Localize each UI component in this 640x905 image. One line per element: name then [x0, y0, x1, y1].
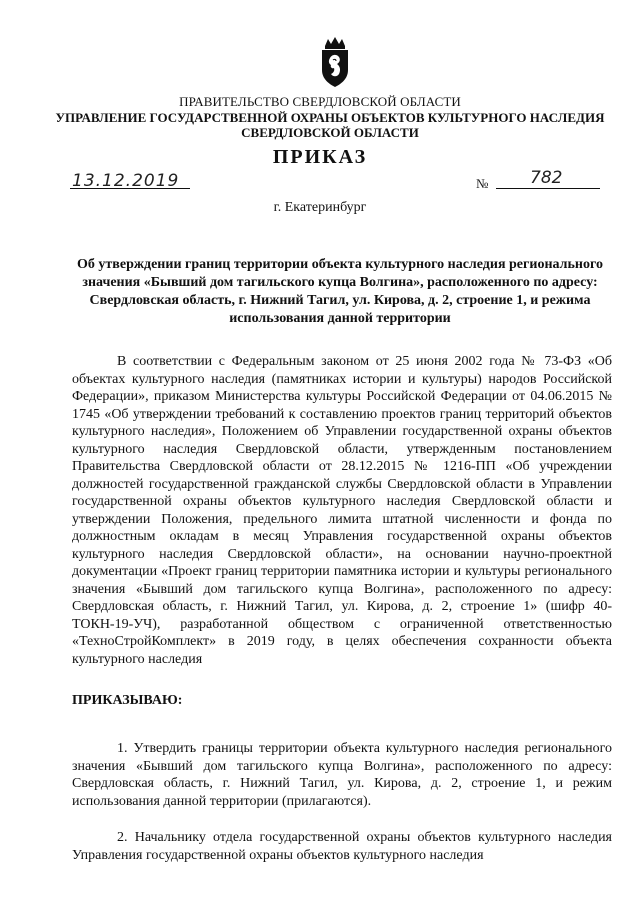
handwritten-number: 782: [530, 168, 563, 188]
handwritten-date: 13.12.2019: [72, 171, 180, 191]
document-title: Об утверждении границ территории объекта культурного наследия регионального значения «Бывший дом тагильского купца Волгина», расположенного по адресу: Свердловская область, г. Нижний Тагил, ул. Кирова, д. 2, строение 1, и режима использования данной территории: [77, 257, 603, 326]
order-item-1: 1. Утвердить границы территории объекта культурного наследия регионального значения «Бывший дом тагильского купца Волгина», расположенного по адресу: Свердловская область, г. Нижний Тагил, ул. Кирова, д. 2, строение 1, и режим использования данной территории (прилагаются).: [72, 741, 612, 809]
city: г. Екатеринбург: [273, 200, 367, 215]
order-word: ПРИКАЗЫВАЮ:: [72, 693, 183, 708]
government-name: ПРАВИТЕЛЬСТВО СВЕРДЛОВСКОЙ ОБЛАСТИ: [179, 94, 461, 109]
order-item-2: 2. Начальнику отдела государственной охраны объектов культурного наследия Управления государственной охраны объектов культурного наследия: [72, 830, 612, 863]
department-name: УПРАВЛЕНИЕ ГОСУДАРСТВЕННОЙ ОХРАНЫ ОБЪЕКТОВ КУЛЬТУРНОГО НАСЛЕДИЯ СВЕРДЛОВСКОЙ ОБЛАСТИ: [55, 110, 605, 140]
document-type: ПРИКАЗ: [272, 146, 368, 168]
preamble-paragraph: В соответствии с Федеральным законом от 25 июня 2002 года № 73-ФЗ «Об объектах культурного наследия (памятниках истории и культуры) народов Российской Федерации», приказом Министерства культуры Российской Федерации от 04.06.2015 № 1745 «Об утверждении требований к составлению проектов границ территорий объектов культурного наследия», Положением об Управлении государственной охраны объектов культурного наследия Свердловской области, утвержденным постановлением Правительства Свердловской области от 28.12.2015 № 1216-ПП «Об учреждении должностей государственной гражданской службы Свердловской области в Управлении государственной охраны объектов культурного наследия Свердловской области и утверждении Положения, предельного лимита штатной численности и фонда по должностным окладам в месяц Управления государственной охраны объектов культурного наследия Свердловской области», на основании научно-проектной документации «Проект границ территории памятника истории и культуры регионального значения «Бывший дом тагильского купца Волгина», расположенного по адресу: Свердловская область, г. Нижний Тагил, ул. Кирова, д. 2, строение 1» (шифр 40-ТОКН-19-УЧ), разработанной обществом с ограниченной ответственностью «ТехноСтройКомплект» в 2019 году, в целях обеспечения сохранности объекта культурного наследия: [72, 354, 612, 667]
number-label: №: [476, 176, 489, 191]
coat-of-arms-icon: [319, 36, 351, 88]
